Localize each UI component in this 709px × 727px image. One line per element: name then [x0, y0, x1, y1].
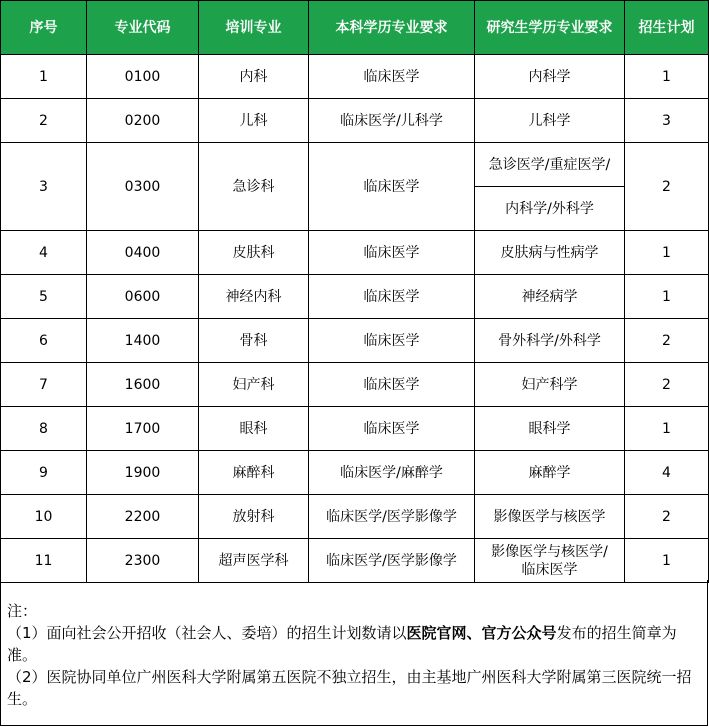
cell-plan: 1 [625, 407, 709, 451]
cell-postgrad: 内科学 [475, 55, 625, 99]
cell-postgrad [475, 539, 625, 583]
notes-title: 注： [7, 602, 38, 620]
cell-serial: 4 [1, 231, 87, 275]
cell-major: 放射科 [199, 495, 309, 539]
cell-code: 0600 [87, 275, 199, 319]
cell-serial: 5 [1, 275, 87, 319]
header-serial: 序号 [1, 1, 87, 55]
cell-plan: 3 [625, 99, 709, 143]
note-1-text: （1）面向社会公开招收（社会人、委培）的招生计划数请以 [7, 624, 407, 642]
table-row [1, 99, 709, 143]
cell-major: 神经内科 [199, 275, 309, 319]
cell-code: 2200 [87, 495, 199, 539]
cell-undergrad: 临床医学/医学影像学 [309, 539, 475, 583]
cell-plan: 1 [625, 55, 709, 99]
table-row [1, 55, 709, 99]
cell-major: 儿科 [199, 99, 309, 143]
cell-undergrad: 临床医学 [309, 275, 475, 319]
cell-code: 0300 [87, 143, 199, 231]
table-row [1, 231, 709, 275]
cell-serial: 9 [1, 451, 87, 495]
note-1-text-end: 发布的招生简章为准。 [7, 624, 677, 664]
cell-postgrad: 皮肤病与性病学 [475, 231, 625, 275]
cell-major: 皮肤科 [199, 231, 309, 275]
table-row [1, 363, 709, 407]
header-code: 专业代码 [87, 1, 199, 55]
cell-postgrad: 急诊医学/重症医学/ [475, 143, 625, 187]
header-postgrad-req: 研究生学历专业要求 [475, 1, 625, 55]
cell-serial: 2 [1, 99, 87, 143]
cell-serial: 3 [1, 143, 87, 231]
cell-undergrad: 临床医学/麻醉学 [309, 451, 475, 495]
cell-postgrad: 骨外科学/外科学 [475, 319, 625, 363]
cell-major: 骨科 [199, 319, 309, 363]
postgrad-line-2: 临床医学 [521, 561, 578, 578]
cell-postgrad: 妇产科学 [475, 363, 625, 407]
cell-serial: 11 [1, 539, 87, 583]
cell-code: 0400 [87, 231, 199, 275]
table-row [1, 539, 709, 583]
cell-major: 急诊科 [199, 143, 309, 231]
cell-code: 1900 [87, 451, 199, 495]
cell-serial: 7 [1, 363, 87, 407]
cell-postgrad: 影像医学与核医学 [475, 495, 625, 539]
cell-plan: 2 [625, 363, 709, 407]
cell-postgrad: 内科学/外科学 [475, 187, 625, 231]
cell-undergrad: 临床医学/儿科学 [309, 99, 475, 143]
table-row [1, 451, 709, 495]
cell-plan: 2 [625, 319, 709, 363]
cell-undergrad: 临床医学 [309, 143, 475, 231]
cell-undergrad: 临床医学 [309, 231, 475, 275]
table-header-row [1, 1, 709, 55]
cell-code: 2300 [87, 539, 199, 583]
cell-serial: 6 [1, 319, 87, 363]
cell-postgrad: 神经病学 [475, 275, 625, 319]
header-undergrad-req: 本科学历专业要求 [309, 1, 475, 55]
note-2: （2）医院协同单位广州医科大学附属第五医院不独立招生，由主基地广州医科大学附属第三医院统一招生。 [7, 668, 692, 708]
table-row [1, 143, 709, 187]
cell-undergrad: 临床医学/医学影像学 [309, 495, 475, 539]
note-1-bold: 医院官网、官方公众号 [406, 624, 557, 642]
cell-plan: 1 [625, 539, 709, 583]
header-major: 培训专业 [199, 1, 309, 55]
table-row [1, 319, 709, 363]
cell-plan: 1 [625, 275, 709, 319]
note-1 [7, 622, 701, 666]
cell-code: 1400 [87, 319, 199, 363]
postgrad-line-1: 影像医学与核医学/ [491, 543, 608, 560]
cell-undergrad: 临床医学 [309, 319, 475, 363]
cell-serial: 1 [1, 55, 87, 99]
cell-undergrad: 临床医学 [309, 363, 475, 407]
cell-major: 眼科 [199, 407, 309, 451]
cell-plan: 4 [625, 451, 709, 495]
cell-major: 麻醉科 [199, 451, 309, 495]
cell-postgrad: 眼科学 [475, 407, 625, 451]
cell-code: 1600 [87, 363, 199, 407]
cell-plan: 1 [625, 231, 709, 275]
cell-code: 1700 [87, 407, 199, 451]
cell-postgrad: 麻醉学 [475, 451, 625, 495]
cell-major: 内科 [199, 55, 309, 99]
notes-section [0, 580, 708, 726]
cell-undergrad: 临床医学 [309, 407, 475, 451]
cell-plan: 2 [625, 143, 709, 231]
cell-code: 0100 [87, 55, 199, 99]
header-plan: 招生计划 [625, 1, 709, 55]
cell-serial: 10 [1, 495, 87, 539]
table-row [1, 495, 709, 539]
cell-major: 妇产科 [199, 363, 309, 407]
cell-plan: 2 [625, 495, 709, 539]
cell-serial: 8 [1, 407, 87, 451]
table-row [1, 275, 709, 319]
cell-postgrad: 儿科学 [475, 99, 625, 143]
table-row [1, 407, 709, 451]
cell-code: 0200 [87, 99, 199, 143]
cell-undergrad: 临床医学 [309, 55, 475, 99]
cell-major: 超声医学科 [199, 539, 309, 583]
